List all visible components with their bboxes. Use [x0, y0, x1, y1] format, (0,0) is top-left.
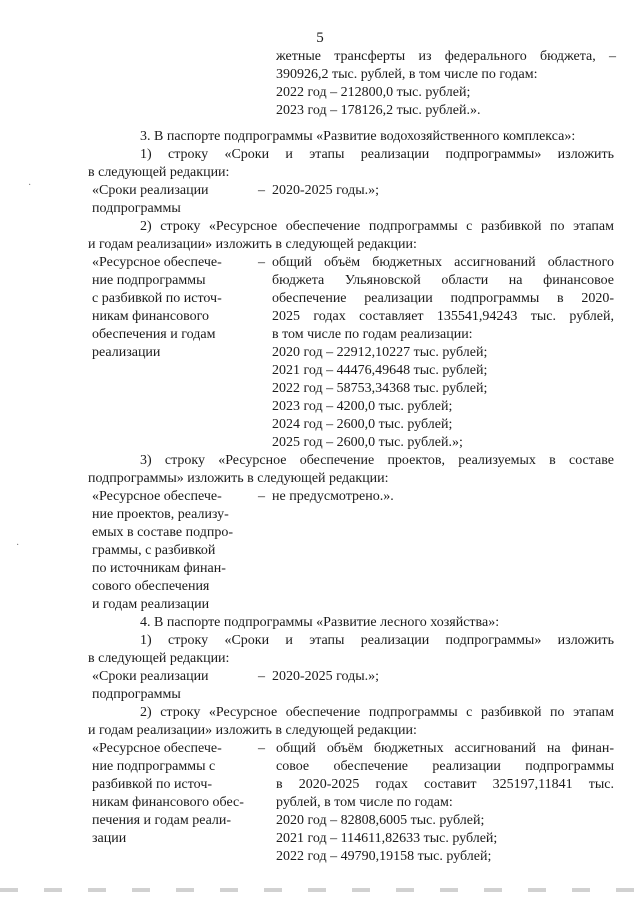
table-cell-left: никам финансового	[92, 309, 210, 324]
text-line: 1) строку «Сроки и этапы реализации подпрограммы» изложить	[140, 633, 614, 648]
text-line: 2022 год – 212800,0 тыс. рублей;	[276, 85, 471, 100]
table-cell-right: 2021 год – 114611,82633 тыс. рублей;	[276, 831, 498, 846]
text-line: жетные трансферты из федерального бюджета, –	[276, 49, 616, 64]
table-cell-left: разбивкой по источ-	[92, 777, 213, 792]
table-cell-left: ние проектов, реализу-	[92, 507, 229, 522]
table-cell-left: с разбивкой по источ-	[92, 291, 222, 306]
table-cell-right: общий объём бюджетных ассигнований на финан-	[276, 741, 614, 756]
text-line: в следующей редакции:	[88, 651, 230, 666]
table-cell-right: 2020 год – 22912,10227 тыс. рублей;	[272, 345, 488, 360]
dash-separator: –	[258, 741, 265, 756]
table-cell-right: 2020 год – 82808,6005 тыс. рублей;	[276, 813, 485, 828]
table-cell-left: по источникам финан-	[92, 561, 226, 576]
dash-separator: –	[258, 669, 265, 684]
table-cell-left: и годам реализации	[92, 597, 210, 612]
text-line: подпрограммы» изложить в следующей редакции:	[88, 471, 389, 486]
table-cell-left: «Сроки реализации	[92, 669, 209, 684]
text-line: 1) строку «Сроки и этапы реализации подпрограммы» изложить	[140, 147, 614, 162]
table-cell-left: «Ресурсное обеспече-	[92, 255, 222, 270]
table-cell-right: рублей, в том числе по годам:	[276, 795, 453, 810]
text-line: и годам реализации» изложить в следующей редакции:	[88, 723, 417, 738]
table-cell-right: 2024 год – 2600,0 тыс. рублей;	[272, 417, 453, 432]
table-cell-left: подпрограммы	[92, 687, 181, 702]
table-cell-left: обеспечения и годам	[92, 327, 216, 342]
table-cell-left: печения и годам реали-	[92, 813, 232, 828]
table-cell-right: 2022 год – 49790,19158 тыс. рублей;	[276, 849, 492, 864]
table-cell-right: в 2020-2025 годах составит 325197,11841 тыс.	[276, 777, 614, 792]
table-cell-right: 2025 год – 2600,0 тыс. рублей.»;	[272, 435, 463, 450]
table-cell-left: зации	[92, 831, 127, 846]
table-cell-right: общий объём бюджетных ассигнований областного	[272, 255, 614, 270]
table-cell-right: совое обеспечение реализации подпрограммы	[276, 759, 614, 774]
section-heading: 4. В паспорте подпрограммы «Развитие лесного хозяйства»:	[140, 615, 500, 630]
text-line: и годам реализации» изложить в следующей редакции:	[88, 237, 417, 252]
table-cell-right: 2023 год – 4200,0 тыс. рублей;	[272, 399, 453, 414]
table-cell-left: емых в составе подпро-	[92, 525, 233, 540]
table-cell-right: 2020-2025 годы.»;	[272, 183, 380, 198]
text-line: 390926,2 тыс. рублей, в том числе по годам:	[276, 67, 538, 82]
table-cell-left: сового обеспечения	[92, 579, 210, 594]
scan-speck: ·	[28, 180, 32, 191]
text-line: 2) строку «Ресурсное обеспечение подпрограммы с разбивкой по этапам	[140, 705, 614, 720]
text-line: 3) строку «Ресурсное обеспечение проектов, реализуемых в составе	[140, 453, 614, 468]
table-cell-left: «Ресурсное обеспече-	[92, 489, 222, 504]
text-line: 2023 год – 178126,2 тыс. рублей.».	[276, 103, 481, 118]
table-cell-right: 2021 год – 44476,49648 тыс. рублей;	[272, 363, 488, 378]
table-cell-left: ние подпрограммы	[92, 273, 206, 288]
page-number: 5	[316, 30, 324, 46]
table-cell-right: не предусмотрено.».	[272, 489, 394, 504]
table-cell-left: граммы, с разбивкой	[92, 543, 216, 558]
dash-separator: –	[258, 255, 265, 270]
scan-edge-marks	[0, 888, 640, 892]
table-cell-left: реализации	[92, 345, 161, 360]
text-line: в следующей редакции:	[88, 165, 230, 180]
table-cell-right: 2022 год – 58753,34368 тыс. рублей;	[272, 381, 488, 396]
dash-separator: –	[258, 489, 265, 504]
table-cell-right: бюджета Ульяновской области на финансовое	[272, 273, 614, 288]
table-cell-right: обеспечение реализации подпрограммы в 2020-	[272, 291, 614, 306]
table-cell-right: 2020-2025 годы.»;	[272, 669, 380, 684]
table-cell-left: подпрограммы	[92, 201, 181, 216]
section-heading: 3. В паспорте подпрограммы «Развитие водохозяйственного комплекса»:	[140, 129, 576, 144]
dash-separator: –	[258, 183, 265, 198]
table-cell-left: никам финансового обес-	[92, 795, 244, 810]
text-line: 2) строку «Ресурсное обеспечение подпрограммы с разбивкой по этапам	[140, 219, 614, 234]
scan-speck: ·	[16, 540, 20, 551]
table-cell-left: ние подпрограммы с	[92, 759, 216, 774]
table-cell-right: 2025 годах составляет 135541,94243 тыс. рублей,	[272, 309, 614, 324]
table-cell-left: «Ресурсное обеспече-	[92, 741, 222, 756]
table-cell-left: «Сроки реализации	[92, 183, 209, 198]
table-cell-right: в том числе по годам реализации:	[272, 327, 473, 342]
